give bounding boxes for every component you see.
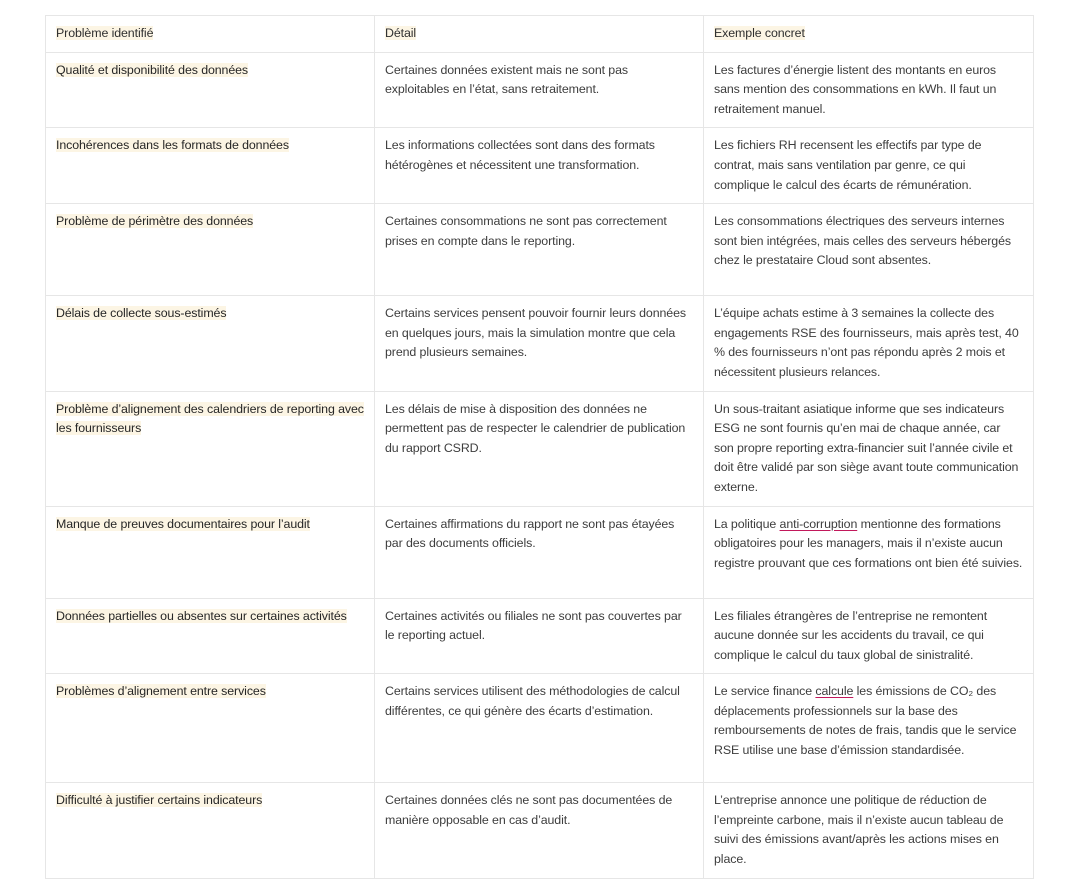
cell-example <box>704 674 1034 783</box>
cell-problem <box>46 204 375 296</box>
table-row <box>46 506 1034 598</box>
table-row <box>46 783 1034 878</box>
cell-detail: Certaines affirmations du rapport ne sont pas étayées par des documents officiels. <box>375 506 704 598</box>
table-row <box>46 128 1034 204</box>
cell-problem <box>46 506 375 598</box>
table-row <box>46 52 1034 128</box>
cell-detail: Les informations collectées sont dans des formats hétérogènes et nécessitent une transformation. <box>375 128 704 204</box>
cell-detail: Certains services pensent pouvoir fournir leurs données en quelques jours, mais la simulation montre que cela prend plusieurs semaines. <box>375 296 704 391</box>
cell-detail: Certaines consommations ne sont pas correctement prises en compte dans le reporting. <box>375 204 704 296</box>
cell-detail: Certaines activités ou filiales ne sont pas couvertes par le reporting actuel. <box>375 598 704 674</box>
cell-problem <box>46 296 375 391</box>
problem-text: Données partielles ou absentes sur certaines activités <box>56 608 347 623</box>
cell-example: Les filiales étrangères de l’entreprise ne remontent aucune donnée sur les accidents du travail, ce qui complique le calcul du taux global de sinistralité. <box>704 598 1034 674</box>
header-detail <box>375 16 704 53</box>
example-text-before: Le service finance <box>714 684 816 699</box>
cell-example <box>704 506 1034 598</box>
issues-table-container <box>45 15 1033 879</box>
header-detail-label: Détail <box>385 26 417 40</box>
example-text-after: les émissions de CO₂ des déplacements professionnels sur la base des remboursements de notes de frais, tandis que le service RSE utilise une base d’émission standardisée. <box>714 684 1017 758</box>
problem-text: Problèmes d’alignement entre services <box>56 684 266 699</box>
cell-example: L’entreprise annonce une politique de réduction de l’empreinte carbone, mais il n’existe aucun tableau de suivi des émissions avant/après les actions mises en place. <box>704 783 1034 878</box>
cell-example: L’équipe achats estime à 3 semaines la collecte des engagements RSE des fournisseurs, mais après test, 40 % des fournisseurs n’ont pas répondu après 2 mois et nécessitent plusieurs relances. <box>704 296 1034 391</box>
problem-text: Qualité et disponibilité des données <box>56 62 249 77</box>
table-row <box>46 598 1034 674</box>
problem-text: Manque de preuves documentaires pour l’audit <box>56 516 310 531</box>
cell-problem <box>46 674 375 783</box>
cell-problem <box>46 598 375 674</box>
cell-problem <box>46 128 375 204</box>
cell-example: Les consommations électriques des serveurs internes sont bien intégrées, mais celles des serveurs hébergés chez le prestataire Cloud sont absentes. <box>704 204 1034 296</box>
cell-example: Un sous-traitant asiatique informe que ses indicateurs ESG ne sont fournis qu’en mai de chaque année, car son propre reporting extra-financier suit l’année civile et doit être validé par son siège avant toute communication externe. <box>704 391 1034 506</box>
cell-detail: Certaines données clés ne sont pas documentées de manière opposable en cas d’audit. <box>375 783 704 878</box>
header-problem-label: Problème identifié <box>56 26 154 40</box>
table-row <box>46 391 1034 506</box>
example-text-before: La politique <box>714 516 780 531</box>
issues-table <box>45 15 1034 879</box>
example-text-after: mentionne des formations obligatoires pour les managers, mais il n’existe aucun registre prouvant que ces formations ont bien été suivies. <box>714 516 1023 570</box>
cell-detail: Certaines données existent mais ne sont pas exploitables en l’état, sans retraitement. <box>375 52 704 128</box>
header-example-label: Exemple concret <box>714 26 805 40</box>
header-example <box>704 16 1034 53</box>
problem-text: Difficulté à justifier certains indicateurs <box>56 793 263 808</box>
problem-text: Problème de périmètre des données <box>56 214 254 229</box>
table-row <box>46 674 1034 783</box>
header-problem <box>46 16 375 53</box>
spellcheck-flagged-word[interactable]: calcule <box>815 684 854 699</box>
cell-problem <box>46 783 375 878</box>
cell-example: Les fichiers RH recensent les effectifs par type de contrat, mais sans ventilation par genre, ce qui complique le calcul des écarts de rémunération. <box>704 128 1034 204</box>
cell-problem <box>46 52 375 128</box>
table-row <box>46 204 1034 296</box>
problem-text: Délais de collecte sous-estimés <box>56 306 227 321</box>
problem-text: Incohérences dans les formats de données <box>56 138 289 153</box>
problem-text: Problème d’alignement des calendriers de reporting avec les fournisseurs <box>56 401 364 436</box>
cell-problem <box>46 391 375 506</box>
table-header-row <box>46 16 1034 53</box>
table-row <box>46 296 1034 391</box>
cell-example: Les factures d’énergie listent des montants en euros sans mention des consommations en kWh. Il faut un retraitement manuel. <box>704 52 1034 128</box>
spellcheck-flagged-word[interactable]: anti-corruption <box>779 516 858 531</box>
cell-detail: Certains services utilisent des méthodologies de calcul différentes, ce qui génère des écarts d’estimation. <box>375 674 704 783</box>
cell-detail: Les délais de mise à disposition des données ne permettent pas de respecter le calendrier de publication du rapport CSRD. <box>375 391 704 506</box>
